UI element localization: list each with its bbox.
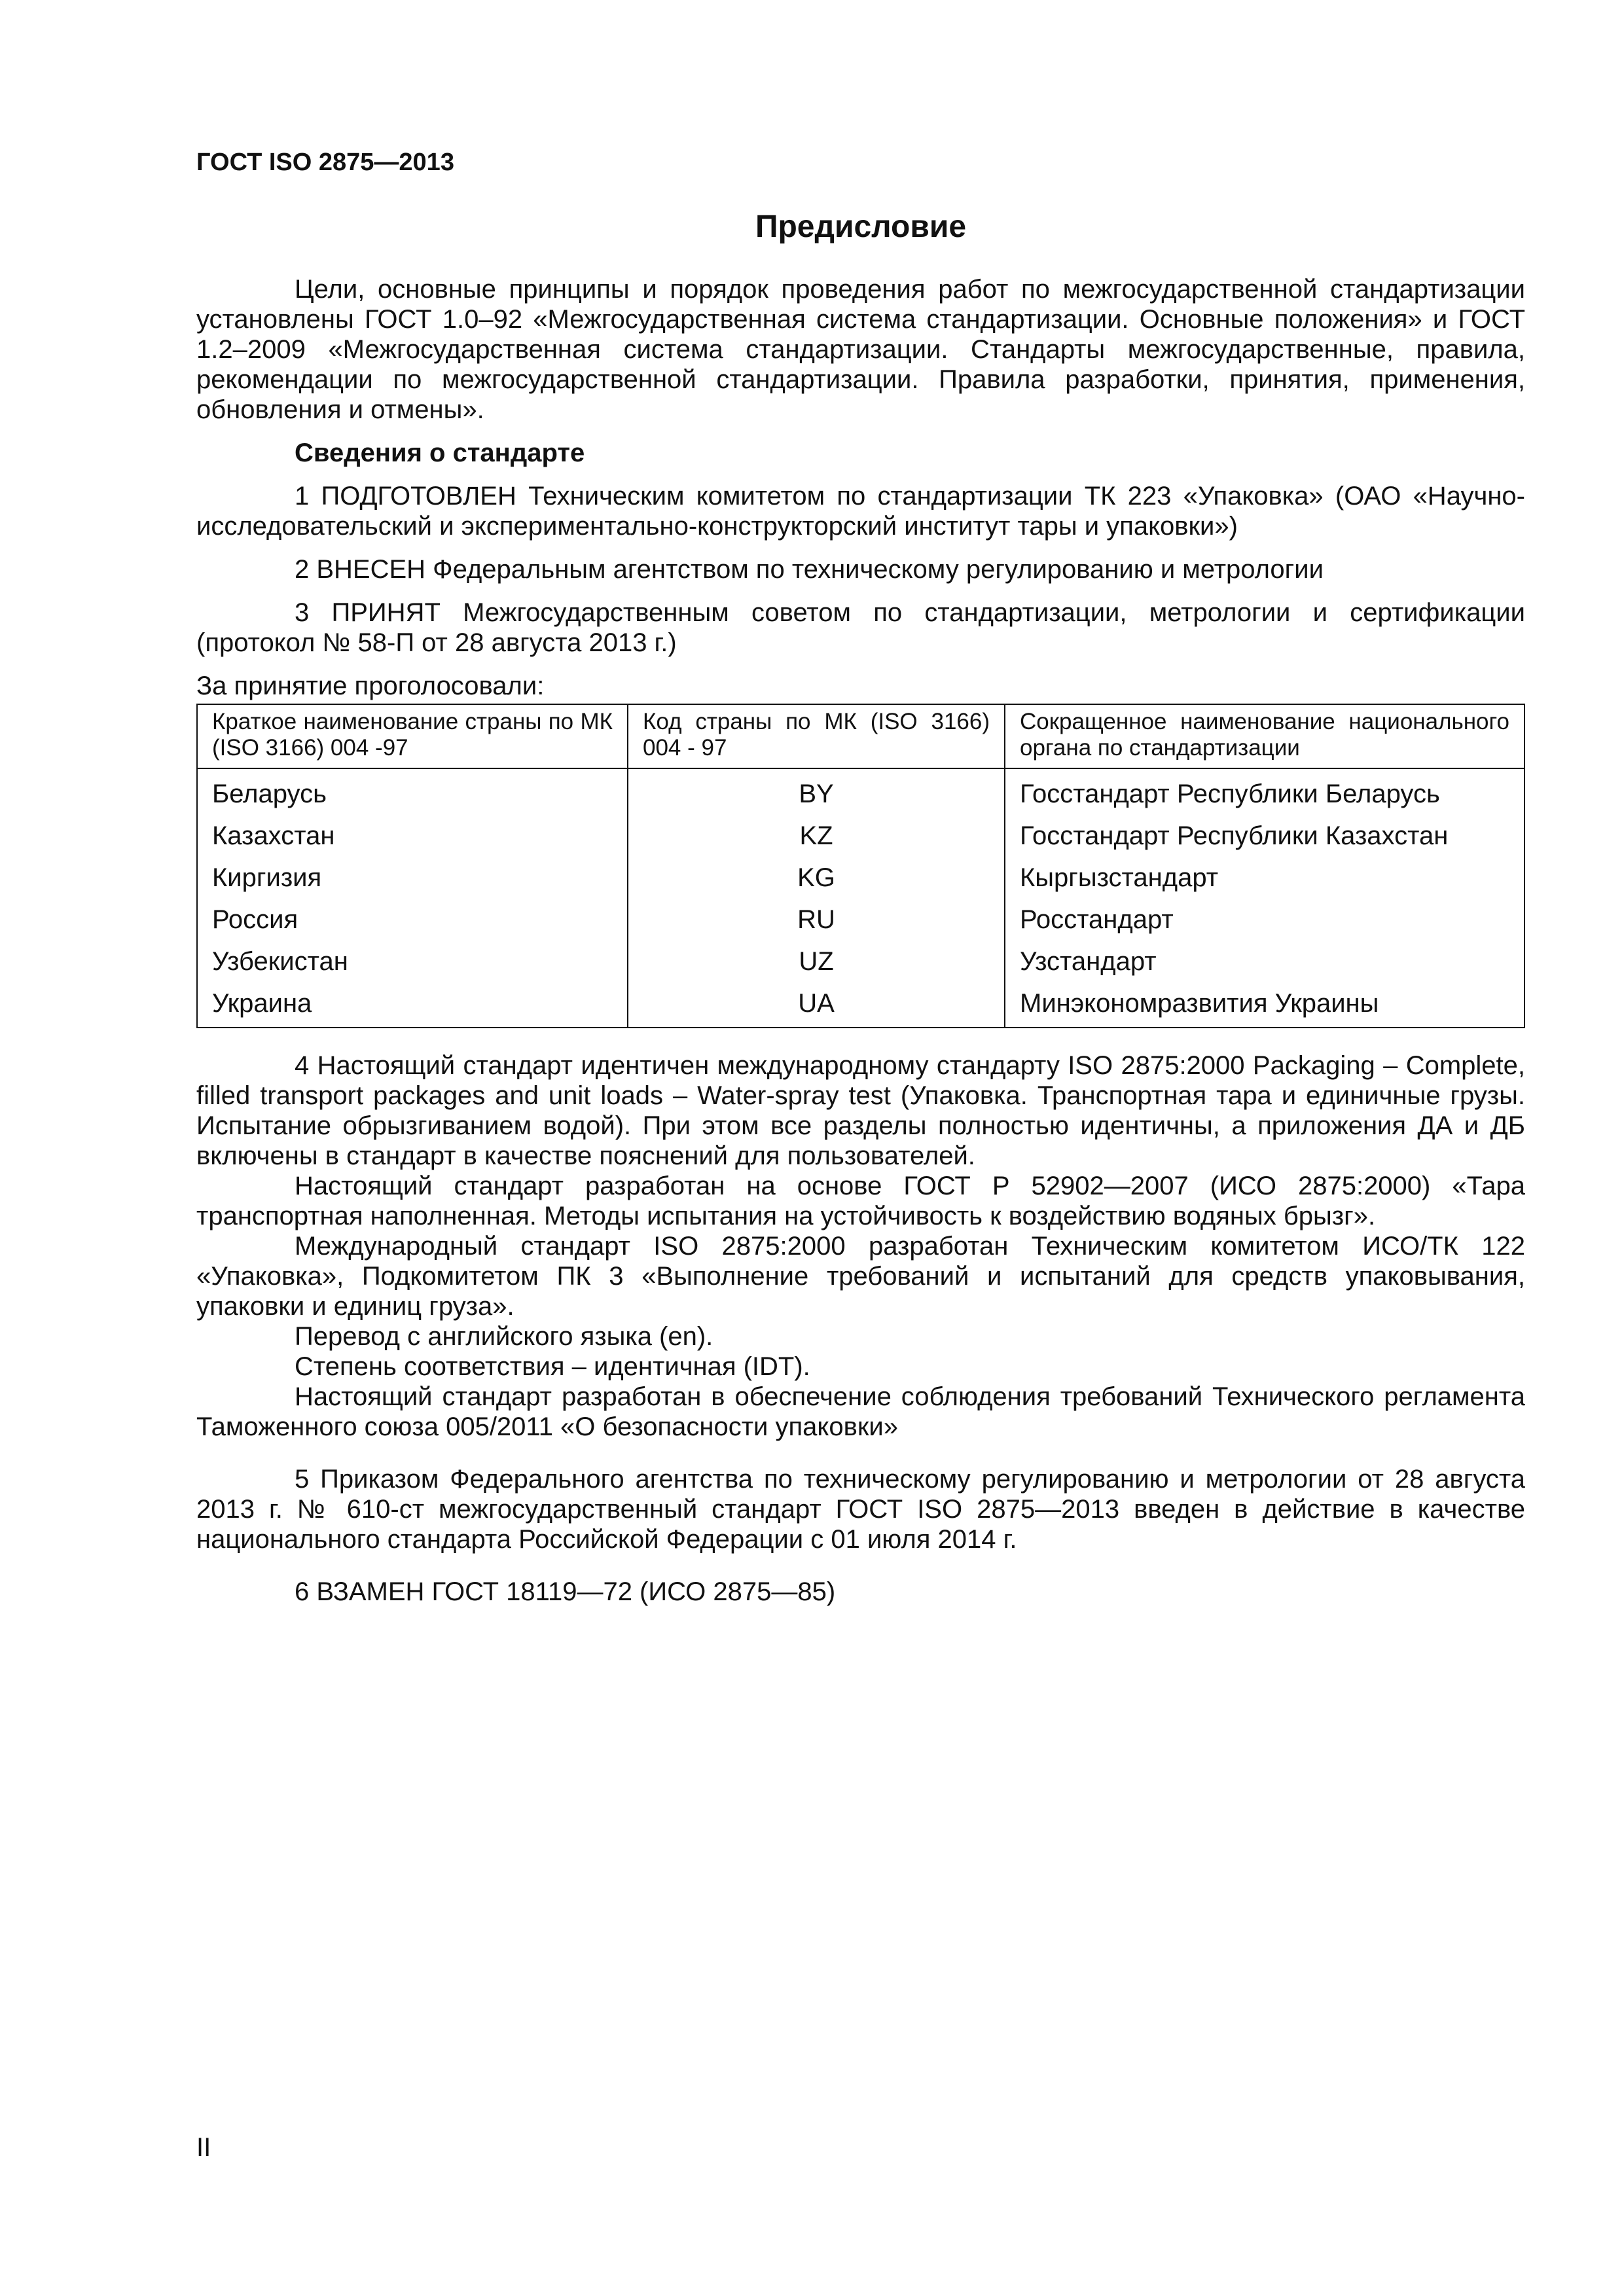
code-cell: KZ xyxy=(628,815,1005,857)
code-cell: UA xyxy=(628,982,1005,1028)
code-cell: RU xyxy=(628,899,1005,941)
country-cell: Россия xyxy=(197,899,628,941)
country-cell: Украина xyxy=(197,982,628,1028)
votes-table-header-row xyxy=(197,704,1525,768)
item-3-adopted: 3 ПРИНЯТ Межгосударственным советом по стандартизации, метрологии и сертификации (протокол № 58-П от 28 августа 2013 г.) xyxy=(196,598,1525,657)
page-number: II xyxy=(196,2133,211,2162)
item-4-regulation: Настоящий стандарт разработан в обеспечение соблюдения требований Технического регламента Таможенного союза 005/2011 «О безопасности упаковки» xyxy=(196,1382,1525,1441)
item-4-basis: Настоящий стандарт разработан на основе ГОСТ Р 52902—2007 (ИСО 2875:2000) «Тара транспортная наполненная. Методы испытания на устойчивость к воздействию водяных брызг». xyxy=(196,1172,1525,1230)
body-cell: Госстандарт Республики Беларусь xyxy=(1005,768,1525,815)
code-cell: UZ xyxy=(628,941,1005,982)
body-cell: Кыргызстандарт xyxy=(1005,857,1525,899)
section-title: Предисловие xyxy=(755,209,967,244)
table-row xyxy=(197,982,1525,1028)
body-cell: Госстандарт Республики Казахстан xyxy=(1005,815,1525,857)
item-4-identity: 4 Настоящий стандарт идентичен международному стандарту ISO 2875:2000 Packaging – Complete, filled transport packages and unit loads – Water-spray test (Упаковка. Транспортная тара и единичные грузы. Испытание обрызгиванием водой). При этом все разделы полностью идентичны, а приложения ДА и ДБ включены в стандарт в качестве пояснений для пользователей. xyxy=(196,1051,1525,1170)
country-cell: Казахстан xyxy=(197,815,628,857)
page-content xyxy=(196,147,1525,1607)
body-cell: Минэкономразвития Украины xyxy=(1005,982,1525,1028)
item-2-submitted: 2 ВНЕСЕН Федеральным агентством по техническому регулированию и метрологии xyxy=(295,555,1324,584)
votes-caption: За принятие проголосовали: xyxy=(196,672,545,700)
country-cell: Узбекистан xyxy=(197,941,628,982)
item-4-conformity: Степень соответствия – идентичная (IDT). xyxy=(295,1352,810,1381)
item-4-translation: Перевод с английского языка (en). xyxy=(295,1322,713,1351)
running-head: ГОСТ ISO 2875—2013 xyxy=(196,149,454,176)
country-cell: Беларусь xyxy=(197,768,628,815)
column-header-country: Краткое наименование страны по МК (ISO 3166) 004 -97 xyxy=(197,704,628,768)
code-cell: KG xyxy=(628,857,1005,899)
body-cell: Узстандарт xyxy=(1005,941,1525,982)
table-row xyxy=(197,941,1525,982)
country-cell: Киргизия xyxy=(197,857,628,899)
table-row xyxy=(197,899,1525,941)
votes-table xyxy=(196,704,1525,1028)
item-5-enactment: 5 Приказом Федерального агентства по техническому регулированию и метрологии от 28 августа 2013 г. № 610-ст межгосударственный стандарт ГОСТ ISO 2875—2013 введен в действие в качестве национального стандарта Российской Федерации с 01 июля 2014 г. xyxy=(196,1465,1525,1554)
info-heading: Сведения о стандарте xyxy=(295,439,585,467)
column-header-body: Сокращенное наименование национального органа по стандартизации xyxy=(1005,704,1525,768)
item-1-prepared: 1 ПОДГОТОВЛЕН Техническим комитетом по стандартизации ТК 223 «Упаковка» (ОАО «Научно-исследовательский и экспериментально-конструкторский институт тары и упаковки») xyxy=(196,482,1525,541)
item-6-replaces: 6 ВЗАМЕН ГОСТ 18119—72 (ИСО 2875—85) xyxy=(295,1577,836,1606)
table-row xyxy=(197,857,1525,899)
body-cell: Росстандарт xyxy=(1005,899,1525,941)
item-4-international-origin: Международный стандарт ISO 2875:2000 разработан Техническим комитетом ИСО/ТК 122 «Упаковка», Подкомитетом ПК 3 «Выполнение требований и испытаний для средств упаковывания, упаковки и единиц груза». xyxy=(196,1232,1525,1321)
column-header-code: Код страны по МК (ISO 3166) 004 - 97 xyxy=(628,704,1005,768)
intro-paragraph: Цели, основные принципы и порядок проведения работ по межгосударственной стандартизации установлены ГОСТ 1.0–92 «Межгосударственная система стандартизации. Основные положения» и ГОСТ 1.2–2009 «Межгосударственная система стандартизации. Стандарты межгосударственные, правила, рекомендации по межгосударственной стандартизации. Правила разработки, принятия, применения, обновления и отмены». xyxy=(196,275,1525,424)
table-row xyxy=(197,815,1525,857)
table-row xyxy=(197,768,1525,815)
code-cell: BY xyxy=(628,768,1005,815)
